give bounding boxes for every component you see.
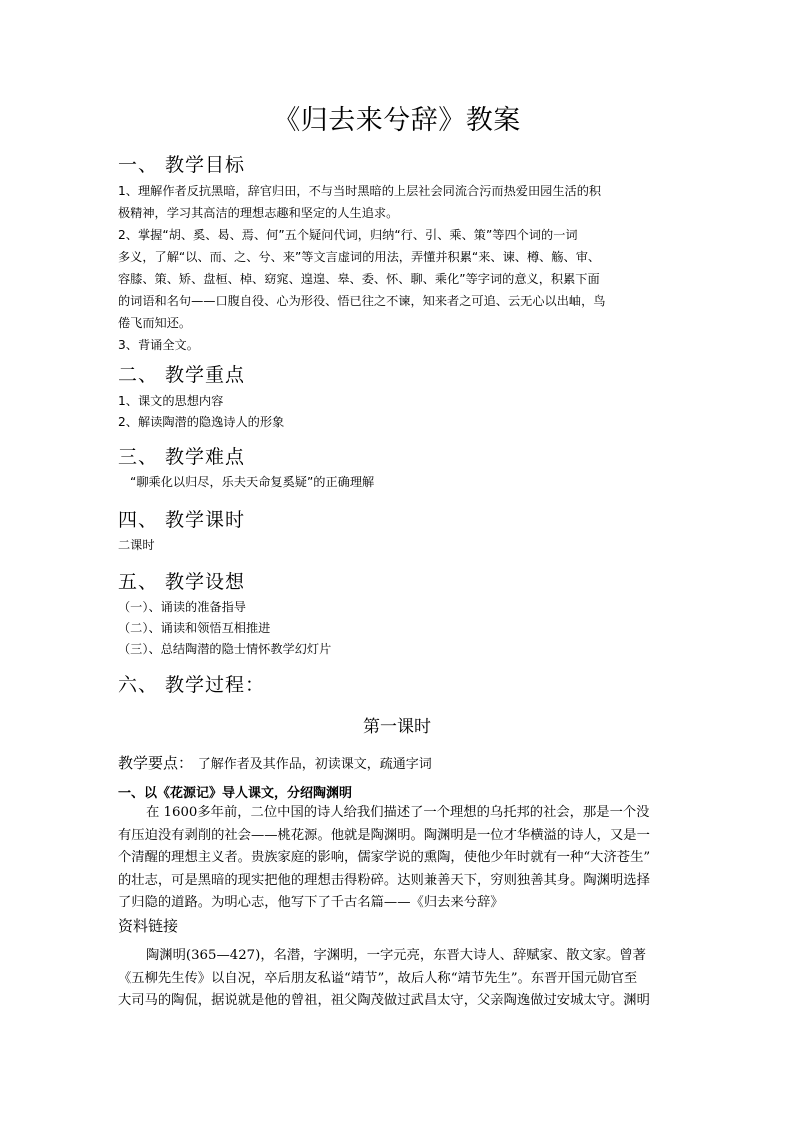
class-hours-line: 二课时 (118, 538, 155, 552)
objective-line: 1、理解作者反抗黑暗，辞官归田，不与当时黑暗的上层社会同流合污而热爱田园生活的积 (118, 184, 602, 198)
resource-link-heading: 资料链接 (118, 917, 179, 935)
key-point-line: 2、解读陶潜的隐逸诗人的形象 (118, 415, 285, 429)
objective-line: 的词语和名句——口腹自役、心为形役、悟已往之不谏，知来者之可追、云无心以出岫，鸟 (118, 294, 606, 308)
objective-line: 容膝、策、矫、盘桓、棹、窈窕、遑遑、皋、委、怀、聊、乘化”等字词的意义，积累下面 (118, 272, 600, 286)
plan-line: （三）、总结陶潜的隐士情怀教学幻灯片 (118, 642, 332, 656)
paragraph-line: 的壮志，可是黑暗的现实把他的理想击得粉碎。达则兼善天下，穷则独善其身。陶渊明选择 (118, 872, 650, 888)
section-heading-key-points: 二、 教学重点 (118, 364, 246, 386)
key-point-line: 1、课文的思想内容 (118, 394, 224, 408)
paragraph-line: 了归隐的道路。为明心志，他写下了千古名篇——《归去来兮辞》 (118, 895, 504, 910)
paragraph-line: 陶渊明(365—427)，名潜，字渊明，一字元亮，东晋大诗人、辞赋家、散文家。曾著 (146, 948, 646, 963)
difficulty-line: “聊乘化以归尽，乐夫天命复奚疑”的正确理解 (130, 475, 375, 489)
paragraph-line: 个清醒的理想主义者。贵族家庭的影响，儒家学说的熏陶，使他少年时就有一种“大济苍生” (118, 850, 651, 865)
section-heading-objectives: 一、 教学目标 (118, 154, 246, 176)
lesson-points-value: 了解作者及其作品，初读课文，疏通字词 (197, 757, 432, 772)
plan-line: （一）、诵读的准备指导 (118, 600, 246, 614)
lesson-points (118, 752, 432, 773)
section-heading-difficulties: 三、 教学难点 (118, 446, 246, 468)
document-title: 《归去来兮辞》教案 (273, 105, 521, 136)
section-heading-class-hours: 四、 教学课时 (118, 509, 246, 531)
lesson-points-label: 教学要点： (118, 754, 194, 772)
paragraph-line: 大司马的陶侃，据说就是他的曾祖，祖父陶茂做过武昌太守，父亲陶逸做过安城太守。渊明 (118, 993, 650, 1008)
paragraph-line: 在 1600多年前，二位中国的诗人给我们描述了一个理想的乌托邦的社会，那是一个没 (146, 805, 650, 820)
objective-line: 多义，了解“以、而、之、兮、来”等文言虚词的用法，弄懂并积累“来、谏、樽、觞、审、 (118, 250, 601, 264)
step1-heading: 一、以《花源记》导人课文，分绍陶渊明 (118, 786, 353, 801)
resource-paragraph (118, 945, 682, 1013)
objective-line: 极精神，学习其高洁的理想志趣和坚定的人生追求。 (118, 206, 399, 220)
objective-line: 2、掌握“胡、奚、曷、焉、何”五个疑问代词，归纳“行、引、乘、策”等四个词的一词 (118, 228, 578, 242)
section-heading-process: 六、 教学过程： (118, 674, 266, 696)
plan-line: （二）、诵读和领悟互相推进 (118, 621, 271, 635)
paragraph-line: 有压迫没有剥削的社会——桃花源。他就是陶渊明。陶渊明是一位才华横溢的诗人，又是一 (118, 827, 650, 843)
lesson-subtitle: 第一课时 (363, 717, 431, 737)
step1-paragraph (118, 802, 682, 915)
paragraph-line: 《五柳先生传》以自况，卒后朋友私谥“靖节”，故后人称“靖节先生”。东晋开国元勋官至 (118, 970, 638, 986)
section-heading-plan: 五、 教学设想 (118, 571, 246, 593)
objective-line: 3、背诵全文。 (118, 338, 199, 352)
objective-line: 倦飞而知还。 (118, 316, 192, 330)
